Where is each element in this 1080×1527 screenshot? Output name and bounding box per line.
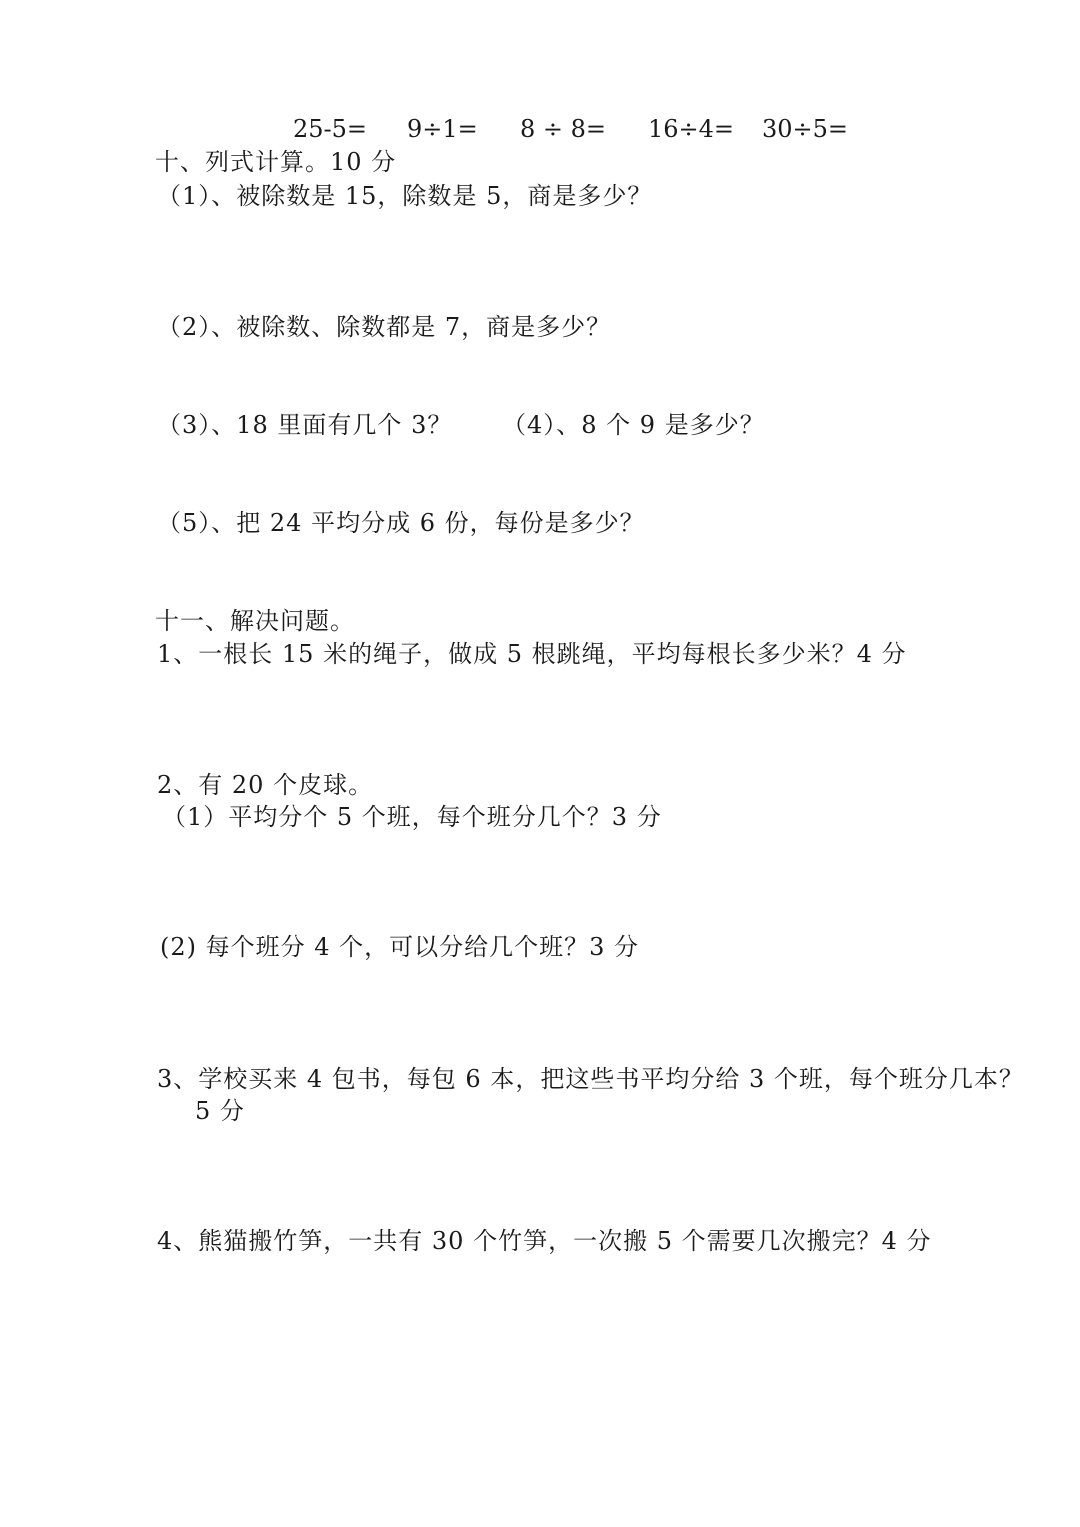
problem-4: 4、熊猫搬竹笋，一共有 30 个竹笋，一次搬 5 个需要几次搬完？4 分 (157, 1227, 932, 1255)
equation-4: 16÷4= (648, 115, 735, 143)
problem-1: 1、一根长 15 米的绳子，做成 5 根跳绳，平均每根长多少米？4 分 (157, 640, 907, 668)
equation-2: 9÷1= (407, 115, 478, 143)
question-5: （5）、把 24 平均分成 6 份，每份是多少？ (157, 509, 645, 537)
question-1: （1）、被除数是 15，除数是 5，商是多少？ (157, 182, 653, 210)
problem-2-part-2: (2) 每个班分 4 个，可以分给几个班？3 分 (160, 933, 640, 961)
question-3: （3）、18 里面有几个 3？ (157, 411, 453, 439)
equation-1: 25-5= (293, 115, 368, 143)
problem-3-score: 5 分 (195, 1097, 245, 1125)
section-11-title: 十一、解决问题。 (155, 607, 355, 635)
question-2: （2）、被除数、除数都是 7，商是多少？ (157, 313, 612, 341)
problem-2-part-1: （1）平均分个 5 个班，每个班分几个？3 分 (162, 803, 662, 831)
question-4: （4）、8 个 9 是多少？ (502, 411, 765, 439)
problem-2: 2、有 20 个皮球。 (157, 771, 374, 799)
section-10-title: 十、列式计算。10 分 (155, 148, 397, 176)
problem-3: 3、学校买来 4 包书，每包 6 本，把这些书平均分给 3 个班，每个班分几本？ (157, 1065, 1024, 1093)
equation-3: 8 ÷ 8= (520, 115, 607, 143)
equation-5: 30÷5= (762, 115, 849, 143)
